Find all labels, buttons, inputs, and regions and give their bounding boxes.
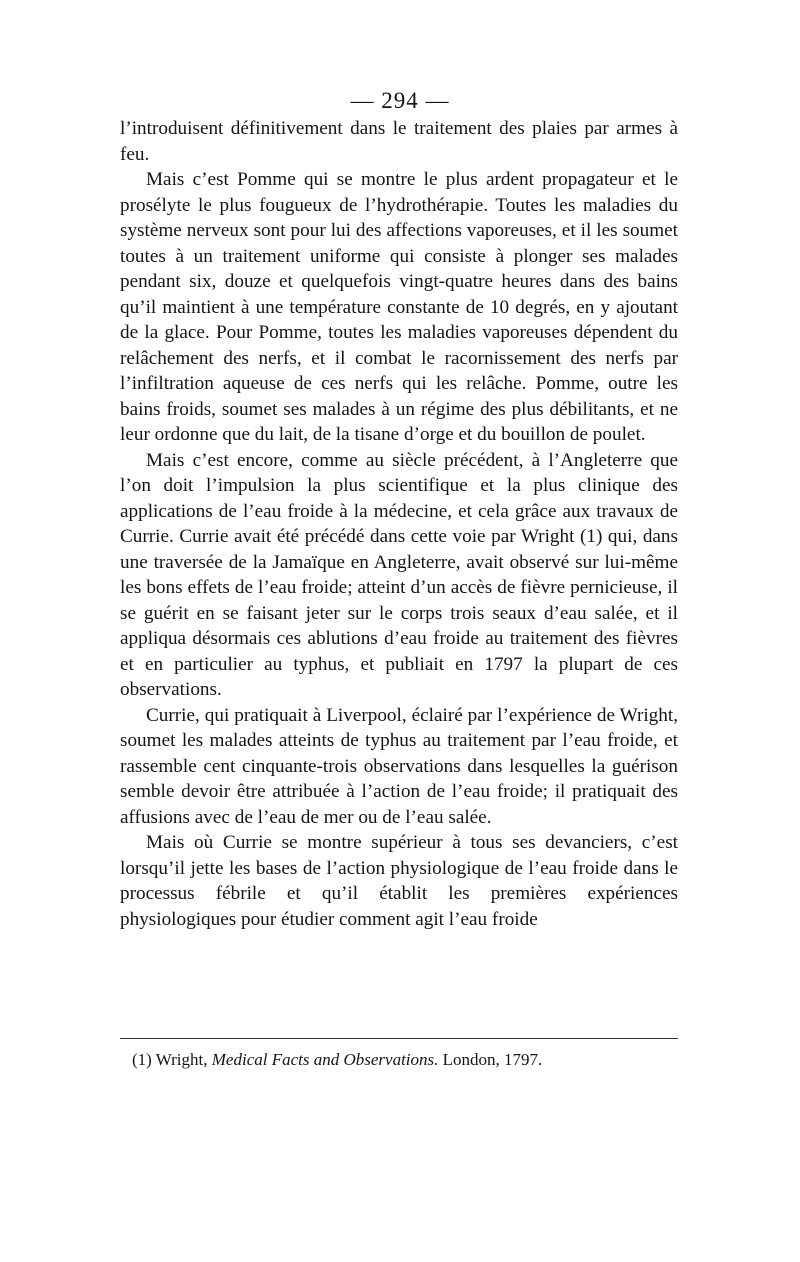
page-number: — 294 — [350,88,450,113]
paragraph-currie-liverpool: Currie, qui pratiquait à Liverpool, éclairé par l’expérience de Wright, soumet les malades atteints de typhus au traitement par l’eau froide, et rassemble cent cinquante-trois observations dans lesquelles la guérison semble devoir être attribuée à l’action de l’eau froide; il pratiquait des affusions avec de l’eau de mer ou de l’eau salée. [120,704,678,828]
footnote-marker: (1) [132,1050,152,1069]
footnote-title: Medical Facts and Observations. [211,1050,439,1069]
paragraph-pomme: Mais c’est Pomme qui se montre le plus ardent propagateur et le prosélyte le plus fougueux de l’hydrothérapie. Toutes les maladies du système nerveux sont pour lui des affections vaporeuses, et il les soumet toutes à un traitement uniforme qui consiste à plonger ses malades pendant six, douze et quelquefois vingt-quatre heures dans des bains qu’il maintient à une température constante de 10 degrés, en y ajoutant de la glace. Pour Pomme, toutes les maladies vaporeuses dépendent du relâchement des nerfs, et il combat le racornissement des nerfs par l’infiltration aqueuse de ces nerfs qui les relâche. Pomme, outre les bains froids, soumet ses malades à un régime des plus débilitants, et ne leur ordonne que du lait, de la tisane d’orge et du bouillon de poulet. [120,169,678,445]
footnote-place-year: London, 1797. [442,1050,543,1069]
paragraph-continuation: l’introduisent définitivement dans le traitement des plaies par armes à feu. [120,118,678,165]
paragraph-angleterre: Mais c’est encore, comme au siècle précédent, à l’Angleterre que l’on doit l’impulsion la plus scientifique et la plus clinique des applications de l’eau froide à la médecine, et cela grâce aux travaux de Currie. Currie avait été précédé dans cette voie par Wright (1) qui, dans une traversée de la Jamaïque en Angleterre, avait observé sur lui-même les bons effets de l’eau froide; atteint d’un accès de fièvre pernicieuse, il se guérit en se faisant jeter sur le corps trois seaux d’eau salée, et il appliqua désormais ces ablutions d’eau froide au traitement des fièvres et en particulier au typhus, et publiait en 1797 la plupart de ces observations. [120,449,678,700]
footnote-author: Wright, [155,1050,208,1069]
paragraph-currie-physiologie: Mais où Currie se montre supérieur à tous ses devanciers, c’est lorsqu’il jette les bases de l’action physiologique de l’eau froide dans le processus fébrile et qu’il établit les premières expériences physiologiques pour étudier comment agit l’eau froide [120,832,678,930]
body-text [120,116,678,932]
footnote [132,1049,678,1071]
footnote-divider [120,1038,678,1039]
